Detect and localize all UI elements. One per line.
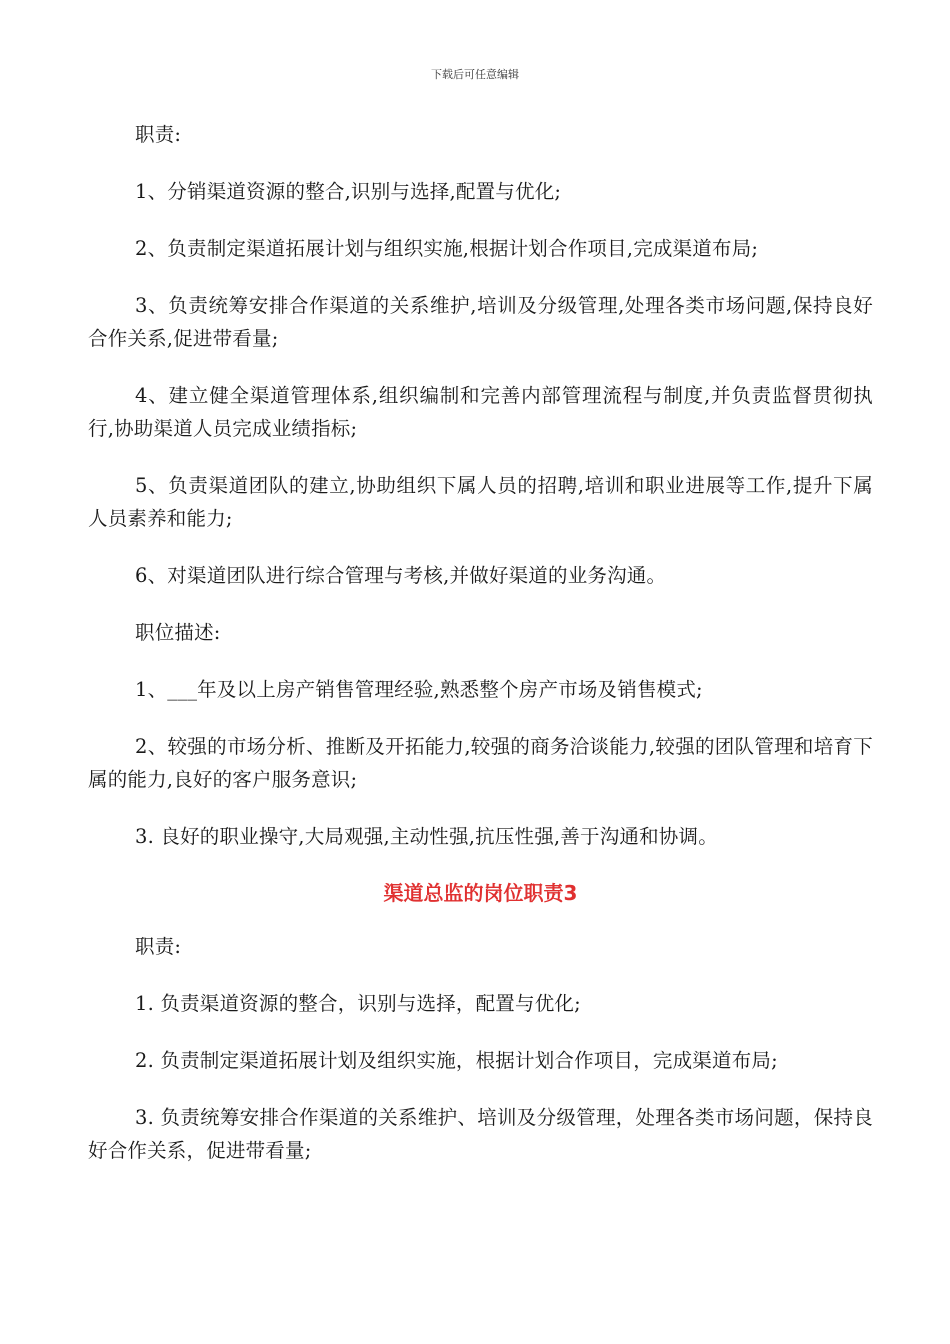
job-description-label: 职位描述: xyxy=(135,621,221,644)
description-item: 1、___年及以上房产销售管理经验,熟悉整个房产市场及销售模式; xyxy=(135,678,703,701)
duties-label: 职责: xyxy=(135,123,182,146)
duty-item: 2. 负责制定渠道拓展计划及组织实施，根据计划合作项目，完成渠道布局; xyxy=(135,1049,778,1072)
description-item: 2、较强的市场分析、推断及开拓能力,较强的商务洽谈能力,较强的团队管理和培育下属的能力,良好的客户服务意识; xyxy=(88,735,873,791)
duty-item: 3、负责统筹安排合作渠道的关系维护,培训及分级管理,处理各类市场问题,保持良好合作关系,促进带看量; xyxy=(88,294,873,350)
duty-item: 6、对渠道团队进行综合管理与考核,并做好渠道的业务沟通。 xyxy=(135,564,667,587)
duties-label: 职责: xyxy=(135,935,182,958)
duty-item: 1、分销渠道资源的整合,识别与选择,配置与优化; xyxy=(135,180,562,203)
duty-item: 5、负责渠道团队的建立,协助组织下属人员的招聘,培训和职业进展等工作,提升下属人员素养和能力; xyxy=(88,474,873,530)
duty-item: 4、建立健全渠道管理体系,组织编制和完善内部管理流程与制度,并负责监督贯彻执行,协助渠道人员完成业绩指标; xyxy=(88,384,873,440)
section-title: 渠道总监的岗位职责3 xyxy=(383,881,578,905)
page-header-note: 下载后可任意编辑 xyxy=(431,68,519,81)
description-item: 3. 良好的职业操守,大局观强,主动性强,抗压性强,善于沟通和协调。 xyxy=(135,825,718,848)
document-body xyxy=(88,118,873,1191)
duty-item: 3. 负责统筹安排合作渠道的关系维护、培训及分级管理，处理各类市场问题，保持良好合作关系，促进带看量; xyxy=(88,1106,873,1162)
duty-item: 1. 负责渠道资源的整合，识别与选择，配置与优化; xyxy=(135,992,581,1015)
duty-item: 2、负责制定渠道拓展计划与组织实施,根据计划合作项目,完成渠道布局; xyxy=(135,237,759,260)
